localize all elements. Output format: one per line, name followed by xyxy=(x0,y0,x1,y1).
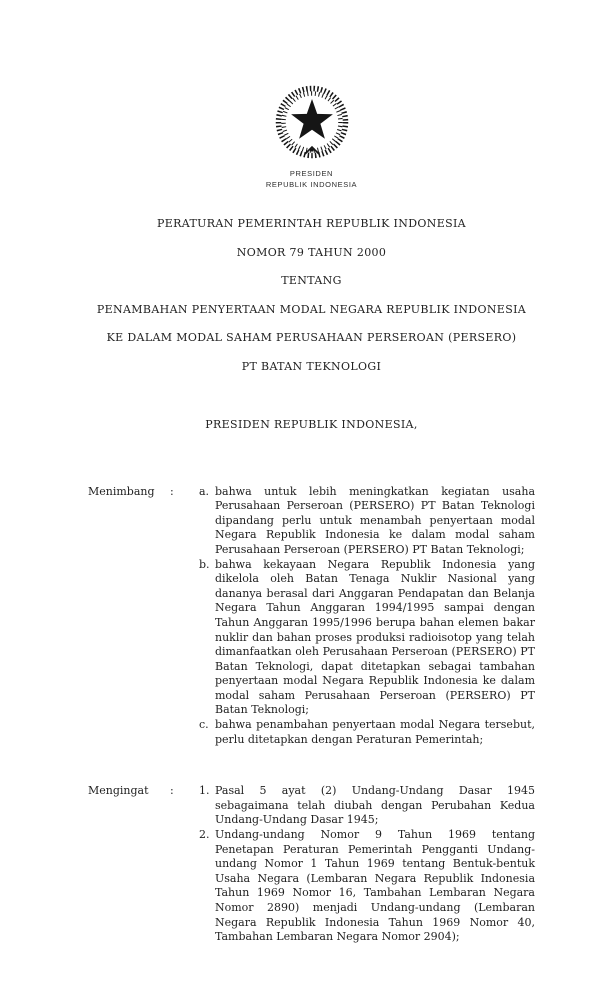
legal-basis-item-1 xyxy=(199,784,535,828)
seal-caption-republik-indonesia: REPUBLIK INDONESIA xyxy=(265,180,358,189)
title-line-regulation: PERATURAN PEMERINTAH REPUBLIK INDONESIA xyxy=(157,217,466,230)
section-label: Menimbang xyxy=(88,484,155,498)
title-line-subject-1: PENAMBAHAN PENYERTAAN MODAL NEGARA REPUBLIK INDONESIA xyxy=(96,302,527,316)
section-colon: : xyxy=(170,784,174,798)
item-marker: c. xyxy=(199,718,209,732)
section-items xyxy=(199,485,535,748)
section-label: Mengingat xyxy=(88,784,149,798)
consideration-item-c xyxy=(199,718,535,747)
salutation-line: PRESIDEN REPUBLIK INDONESIA, xyxy=(205,417,418,431)
consideration-item-a xyxy=(199,485,535,558)
section-mengingat xyxy=(88,784,535,945)
seal-captions xyxy=(88,168,535,190)
title-line-tentang: TENTANG xyxy=(281,274,342,288)
title-line-subject-3: PT BATAN TEKNOLOGI xyxy=(241,359,382,373)
item-marker: a. xyxy=(199,484,210,498)
seal-caption-presiden: PRESIDEN xyxy=(289,169,334,178)
section-colon: : xyxy=(170,484,174,498)
star-wreath-emblem-icon xyxy=(274,84,350,160)
item-text: bahwa penambahan penyertaan modal Negara tersebut, perlu ditetapkan dengan Peraturan Pemerintah; xyxy=(215,718,535,746)
section-menimbang xyxy=(88,485,535,748)
item-text: Undang-undang Nomor 9 Tahun 1969 tentang Penetapan Peraturan Pemerintah Pengganti Undang-undang Nomor 1 Tahun 1969 tentang Bentuk-bentuk Usaha Negara (Lembaran Negara Republik Indonesia Tahun 1969 Nomor 16, Tambahan Lembaran Negara Nomor 2890) menjadi Undang-undang (Lembaran Negara Republik Indonesia Tahun 1969 Nomor 40, Tambahan Lembaran Negara Nomor 2904); xyxy=(215,828,535,944)
consideration-item-b xyxy=(199,558,535,719)
item-marker: 1. xyxy=(199,784,210,798)
presidential-seal xyxy=(88,84,535,190)
title-line-subject-2: KE DALAM MODAL SAHAM PERUSAHAAN PERSEROAN (PERSERO) xyxy=(106,331,517,345)
item-text: Pasal 5 ayat (2) Undang-Undang Dasar 1945 sebagaimana telah diubah dengan Perubahan Kedua Undang-Undang Dasar 1945; xyxy=(215,784,535,827)
legal-basis-item-2 xyxy=(199,828,535,945)
document-title xyxy=(88,210,535,382)
item-text: bahwa kekayaan Negara Republik Indonesia yang dikelola oleh Batan Tenaga Nuklir Nasional yang dananya berasal dari Anggaran Pendapatan dan Belanja Negara Tahun Anggaran 1994/1995 sampai dengan Tahun Anggaran 1995/1996 berupa bahan elemen bakar nuklir dan bahan proses produksi radioisotop yang telah dimanfaatkan oleh Perusahaan Perseroan (PERSERO) PT Batan Teknologi, dapat ditetapkan sebagai tambahan penyertaan modal Negara Republik Indonesia ke dalam modal saham Perusahaan Perseroan (PERSERO) PT Batan Teknologi; xyxy=(215,557,535,717)
item-marker: 2. xyxy=(199,828,210,842)
item-marker: b. xyxy=(199,557,210,571)
section-items xyxy=(199,784,535,945)
item-text: bahwa untuk lebih meningkatkan kegiatan usaha Perusahaan Perseroan (PERSERO) PT Batan Teknologi dipandang perlu untuk menambah penyertaan modal Negara Republik Indonesia ke dalam modal saham Perusahaan Perseroan (PERSERO) PT Batan Teknologi; xyxy=(215,484,535,556)
title-line-number: NOMOR 79 TAHUN 2000 xyxy=(236,245,387,259)
